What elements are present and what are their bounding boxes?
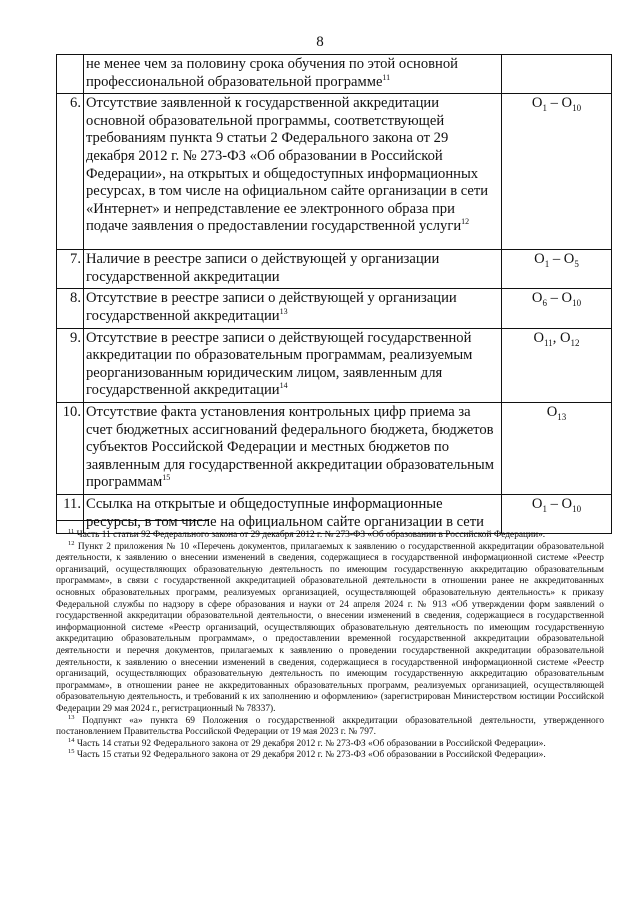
footnote-mark: 11 [68, 527, 75, 535]
code-separator: , [552, 329, 560, 346]
footnote-reference: 13 [279, 307, 288, 317]
code-index: 10 [572, 103, 582, 114]
row-number: 10. [57, 402, 84, 494]
row-text: Отсутствие факта установления контрольных цифр приема за счет бюджетных ассигнований федерального бюджета, бюджетов субъектов Российской Федерации и местных бюджетов по заявленным для государственной аккредитации образовательным программам [86, 403, 494, 491]
code-separator: – [546, 290, 562, 307]
row-description [84, 402, 502, 494]
footnote-text: Подпункт «а» пункта 69 Положения о государственной аккредитации образовательной деятельности, утвержденного постановлением Правительства Российской Федерации от 19 мая 2023 г. № 797. [56, 715, 605, 738]
footnote [56, 713, 605, 739]
code-separator: – [549, 251, 564, 268]
row-number: 8. [57, 289, 84, 328]
code-index: 10 [572, 298, 582, 309]
row-number: 11. [57, 494, 84, 533]
table-row [57, 494, 612, 533]
footnotes [56, 527, 605, 762]
row-number: 9. [57, 328, 84, 402]
code-letter: О [559, 329, 571, 346]
row-number [57, 55, 84, 94]
table-row [57, 328, 612, 402]
row-text: Отсутствие в реестре записи о действующей у организации государственной аккредитации [86, 290, 457, 324]
code-index: 1 [542, 103, 547, 114]
code-letter: О [561, 95, 573, 112]
code-letter: О [534, 251, 545, 268]
footnote-reference: 14 [279, 381, 288, 391]
footnote-text: Пункт 2 приложения № 10 «Перечень документов, прилагаемых к заявлению о государственной аккредитации образовательной деятельности, к заявлению о внесении изменений в сведения, содержащиеся в государственной информационной системе «Реестр организаций, осуществляющих образовательную деятельность по имеющим государственную аккредитацию образовательным программам», в связи с государственной аккредитацией образовательной деятельности в отношении ранее не аккредитованных основных образовательных программ, реализуемых организацией, осуществляющей образовательную деятельность» к приказу Федеральной службы по надзору в сфере образования и науки от 24 апреля 2024 г. № 913 «Об утверждении форм заявлений о государственной аккредитации образовательной деятельности, о внесении изменений в сведения, содержащиеся в государственной информационной системе «Реестр организаций, осуществляющих образовательную деятельность по имеющим государственную аккредитацию образовательным программам», о предоставлении временной государственной аккредитации образовательной деятельности и перечня документов, прилагаемых к заявлению о проведении государственной аккредитации образовательной деятельности, к заявлению о внесении изменений в сведения, содержащиеся в государственной информационной системе «Реестр организаций, осуществляющих образовательную деятельность по имеющим государственную аккредитацию образовательным программам», в отношении ранее не аккредитованных образовательных программ, реализуемых организацией, осуществляющей образовательную деятельность, и требований к их заполнению и оформлению» (зарегистрирован Министерством юстиции Российской Федерации 29 мая 2024 г., регистрационный № 78337). [56, 541, 605, 714]
footnote [56, 539, 605, 716]
code-index: 10 [572, 503, 582, 514]
code-letter: О [563, 251, 575, 268]
table-row [57, 94, 612, 250]
row-text: Отсутствие в реестре записи о действующей государственной аккредитации по образовательным программам, реализуемым реорганизованным юридическим лицом, заявленным для государственной аккредитации [86, 329, 473, 399]
row-code [502, 328, 612, 402]
footnote-mark: 15 [68, 748, 75, 756]
row-description [84, 55, 502, 94]
table-row [57, 250, 612, 289]
code-index: 5 [574, 259, 579, 270]
row-description [84, 94, 502, 250]
footnote-text: Часть 11 статьи 92 Федерального закона от 29 декабря 2012 г. № 273-ФЗ «Об образовании в Российской Федерации». [76, 530, 546, 540]
code-letter: О [531, 290, 543, 307]
row-number: 6. [57, 94, 84, 250]
table-row [57, 55, 612, 94]
footnote-reference: 15 [162, 473, 171, 483]
code-index: 1 [542, 503, 547, 514]
table-row [57, 402, 612, 494]
row-code [502, 494, 612, 533]
code-index: 12 [570, 337, 580, 348]
code-letter: О [533, 329, 545, 346]
footnote-text: Часть 14 статьи 92 Федерального закона от 29 декабря 2012 г. № 273-ФЗ «Об образовании в Российской Федерации». [76, 738, 546, 749]
code-letter: О [561, 495, 573, 512]
footnote-text: Часть 15 статьи 92 Федерального закона от 29 декабря 2012 г. № 273-ФЗ «Об образовании в Российской Федерации». [76, 750, 546, 761]
row-text: Отсутствие заявленной к государственной аккредитации основной образовательной программы, соответствующей требованиям пункта 9 статьи 2 Федерального закона от 29 декабря 2012 г. № 273-ФЗ «Об образовании в Российской Федерации», на открытых и общедоступных информационных ресурсах, в том числе на официальном сайте организации в сети «Интернет» и непредставление ее электронного образа при подаче заявления о предоставлении государственной услуги [86, 95, 489, 235]
row-text: Ссылка на открытые и общедоступные информационные ресурсы, в том числе на официальном сайте организации в сети [86, 495, 484, 530]
code-separator: – [546, 95, 562, 112]
code-letter: О [546, 403, 558, 420]
row-code [502, 94, 612, 250]
code-letter: О [531, 495, 543, 512]
row-code [502, 402, 612, 494]
footnote-divider [56, 520, 209, 521]
row-description [84, 289, 502, 328]
footnote [56, 527, 604, 542]
row-text: Наличие в реестре записи о действующей у организации государственной аккредитации [86, 251, 440, 285]
footnote-mark: 12 [68, 539, 75, 547]
footnote [56, 750, 604, 762]
footnote-mark: 13 [68, 713, 75, 721]
row-description [84, 250, 502, 289]
row-description [84, 494, 502, 533]
row-text: не менее чем за половину срока обучения по этой основной профессиональной образовательной программе [86, 56, 458, 90]
footnote-reference: 11 [382, 72, 391, 82]
row-description [84, 328, 502, 402]
code-letter: О [531, 95, 543, 112]
footnote-reference: 12 [461, 217, 470, 227]
code-separator: – [546, 495, 562, 512]
code-index: 13 [557, 411, 567, 422]
criteria-table [56, 54, 612, 534]
footnote [56, 736, 604, 751]
table-row [57, 289, 612, 328]
footnote-mark: 14 [68, 736, 75, 744]
row-code [502, 250, 612, 289]
page-number: 8 [316, 34, 324, 50]
code-index: 1 [544, 259, 550, 270]
row-code [502, 289, 612, 328]
code-index: 6 [542, 298, 547, 309]
row-number: 7. [57, 250, 84, 289]
row-code [502, 55, 612, 94]
code-index: 11 [544, 337, 553, 348]
code-letter: О [561, 290, 573, 307]
